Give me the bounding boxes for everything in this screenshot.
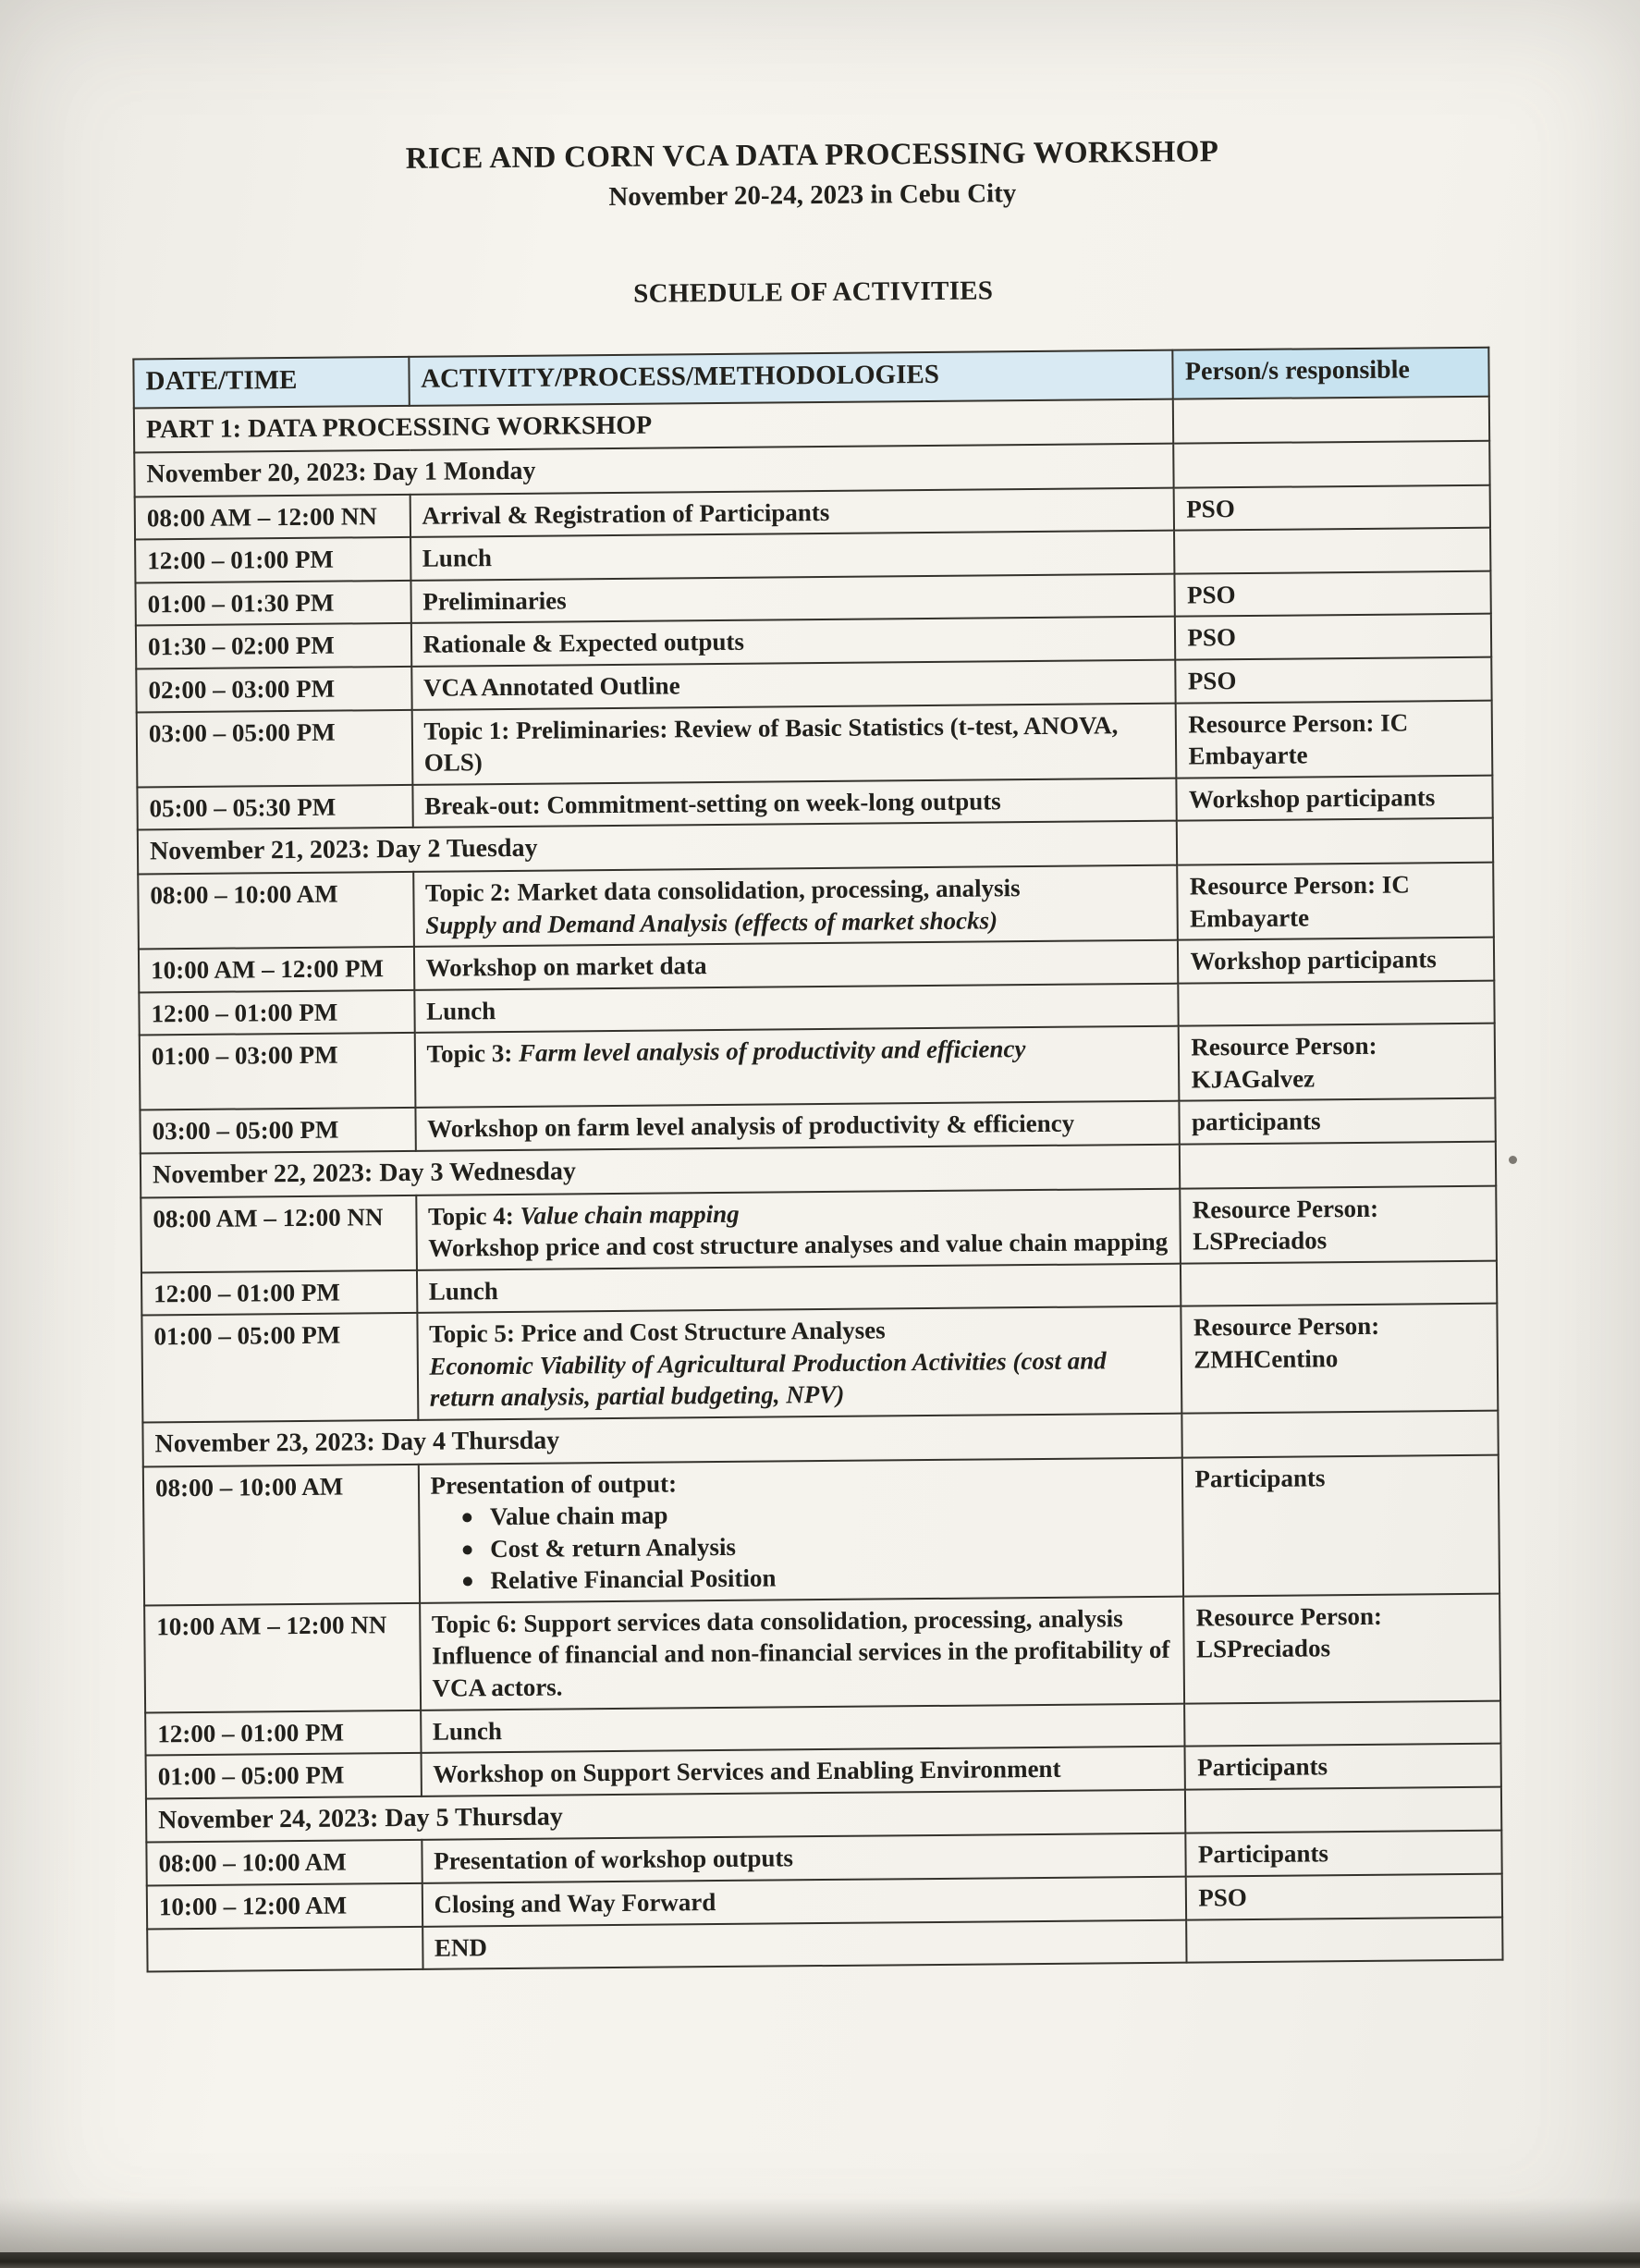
section-label: November 23, 2023: Day 4 Thursday (142, 1414, 1182, 1467)
activity-line (433, 1752, 1173, 1791)
person-cell: PSO (1175, 614, 1491, 660)
activity-line (427, 1107, 1168, 1146)
person-cell (1177, 818, 1493, 865)
time-cell: 01:30 – 02:00 PM (136, 623, 411, 668)
person-cell: PSO (1174, 484, 1490, 531)
activity-cell (422, 1919, 1187, 1969)
activity-line (434, 1925, 1175, 1964)
activity-cell (410, 574, 1175, 624)
activity-line (424, 783, 1165, 822)
person-cell (1181, 1260, 1497, 1306)
bullet-icon (462, 1577, 471, 1587)
scan-edge-bar (0, 2252, 1640, 2268)
document-subtitle: November 20-24, 2023 in Cebu City (608, 178, 1017, 213)
time-cell (147, 1926, 422, 1971)
schedule-table-body (134, 397, 1503, 1972)
schedule-row (144, 1594, 1500, 1712)
time-cell: 12:00 – 01:00 PM (145, 1710, 421, 1755)
header-activity: ACTIVITY/PROCESS/METHODOLOGIES (409, 350, 1173, 406)
schedule-heading: SCHEDULE OF ACTIVITIES (633, 276, 994, 309)
person-cell: PSO (1175, 571, 1491, 618)
section-label: November 24, 2023: Day 5 Thursday (146, 1789, 1186, 1843)
person-cell: Resource Person: ZMHCentino (1181, 1304, 1499, 1414)
person-cell (1185, 1700, 1501, 1747)
time-cell: 01:00 – 01:30 PM (135, 581, 410, 626)
activity-cell (410, 531, 1175, 581)
activity-text: Topic 5: Price and Cost Structure Analyses (429, 1316, 886, 1349)
person-cell: Participants (1185, 1744, 1501, 1790)
person-cell: Resource Person: LSPreciados (1184, 1594, 1501, 1704)
person-cell: Resource Person: IC Embayarte (1178, 863, 1494, 940)
person-cell: PSO (1176, 657, 1492, 704)
time-cell: 08:00 – 10:00 AM (138, 872, 413, 950)
activity-text: Topic 1: Preliminaries: Review of Basic Statistics (t-test, ANOVA, OLS) (423, 710, 1119, 777)
activity-line (432, 1634, 1172, 1704)
person-cell (1174, 441, 1490, 488)
time-cell: 03:00 – 05:00 PM (140, 1108, 415, 1153)
activity-text: Relative Financial Position (490, 1563, 777, 1595)
time-cell: 08:00 – 10:00 AM (146, 1840, 422, 1885)
activity-cell (422, 1833, 1186, 1883)
time-cell: 01:00 – 03:00 PM (140, 1033, 415, 1110)
activity-text: Presentation of workshop outputs (434, 1844, 794, 1876)
activity-text: Closing and Way Forward (434, 1888, 716, 1919)
activity-text: Supply and Demand Analysis (effects of market shocks) (425, 905, 998, 939)
schedule-row (137, 700, 1493, 787)
time-cell: 08:00 AM – 12:00 NN (141, 1195, 416, 1272)
activity-cell (410, 487, 1174, 537)
activity-bullet-line (431, 1559, 1171, 1598)
time-cell: 03:00 – 05:00 PM (137, 709, 412, 787)
activity-text: Topic 4: (427, 1201, 520, 1231)
schedule-row (143, 1454, 1499, 1605)
person-cell (1179, 980, 1495, 1026)
activity-line (434, 1882, 1174, 1921)
time-cell: 01:00 – 05:00 PM (146, 1753, 422, 1798)
activity-text: Workshop on Support Services and Enabling Environment (433, 1754, 1061, 1788)
activity-line (426, 946, 1167, 985)
person-cell (1182, 1411, 1499, 1458)
schedule-table (132, 347, 1503, 1973)
schedule-row (141, 1185, 1497, 1272)
schedule-row (138, 863, 1494, 950)
activity-line (422, 494, 1162, 533)
activity-text: Workshop on farm level analysis of productivity & efficiency (427, 1109, 1075, 1144)
activity-cell (414, 983, 1179, 1033)
activity-cell (422, 1877, 1186, 1927)
activity-text: Value chain mapping (520, 1199, 740, 1230)
activity-text: Lunch (425, 996, 496, 1025)
person-cell: Workshop participants (1178, 938, 1494, 984)
bullet-icon (462, 1514, 471, 1523)
activity-line (428, 1226, 1169, 1265)
time-cell: 01:00 – 05:00 PM (141, 1313, 418, 1422)
time-cell: 08:00 – 10:00 AM (143, 1465, 420, 1606)
activity-cell (414, 1026, 1180, 1108)
activity-line (426, 1032, 1167, 1071)
person-cell: Participants (1186, 1831, 1502, 1877)
activity-cell (421, 1747, 1185, 1796)
activity-text: Rationale & Expected outputs (422, 628, 745, 659)
section-label: PART 1: DATA PROCESSING WORKSHOP (134, 399, 1174, 453)
person-cell: Resource Person: LSPreciados (1181, 1185, 1497, 1263)
activity-text: Arrival & Registration of Participants (422, 497, 830, 530)
activity-cell (417, 1263, 1181, 1313)
time-cell: 12:00 – 01:00 PM (139, 989, 414, 1035)
time-cell: 05:00 – 05:30 PM (137, 784, 412, 829)
document-title: RICE AND CORN VCA DATA PROCESSING WORKSHOP (405, 135, 1219, 176)
activity-text: Topic 3: (426, 1039, 520, 1068)
bullet-icon (462, 1545, 471, 1554)
time-cell: 10:00 – 12:00 AM (147, 1883, 422, 1929)
activity-text: Influence of financial and non-financial services in the profitability of VCA actors. (432, 1636, 1170, 1702)
activity-line (429, 1269, 1169, 1307)
activity-line (423, 622, 1164, 661)
activity-line (423, 708, 1164, 778)
person-cell: Participants (1182, 1454, 1499, 1596)
time-cell: 12:00 – 01:00 PM (141, 1270, 417, 1316)
header-date-time: DATE/TIME (133, 357, 409, 409)
time-cell: 10:00 AM – 12:00 NN (144, 1603, 421, 1712)
activity-text: Cost & return Analysis (490, 1532, 737, 1563)
section-label: November 20, 2023: Day 1 Monday (134, 444, 1174, 497)
person-cell: Resource Person: KJAGalvez (1179, 1024, 1495, 1101)
activity-cell (418, 1457, 1183, 1602)
activity-text: Value chain map (489, 1501, 668, 1531)
person-cell (1173, 397, 1489, 444)
schedule-row (141, 1304, 1498, 1422)
activity-line (429, 1344, 1169, 1415)
activity-text: Topic 6: Support services data consolidation, processing, analysis (431, 1604, 1123, 1638)
activity-text: Break-out: Commitment-setting on week-long outputs (424, 786, 1001, 820)
person-cell (1187, 1917, 1503, 1963)
ink-speck-artifact (1509, 1156, 1517, 1164)
activity-text: Presentation of output: (430, 1469, 678, 1500)
time-cell: 10:00 AM – 12:00 PM (139, 947, 414, 992)
activity-line (425, 902, 1166, 941)
activity-line (434, 1839, 1174, 1878)
section-label: November 21, 2023: Day 2 Tuesday (138, 821, 1178, 875)
activity-text: Workshop price and cost structure analyses and value chain mapping (428, 1227, 1169, 1262)
activity-line (422, 580, 1163, 619)
activity-text: END (434, 1932, 488, 1962)
activity-cell (417, 1306, 1182, 1420)
section-label: November 22, 2023: Day 3 Wednesday (141, 1144, 1181, 1197)
header-person: Person/s responsible (1173, 348, 1489, 399)
person-cell (1180, 1141, 1496, 1188)
scan-bottom-shadow (0, 2198, 1640, 2253)
activity-cell (420, 1597, 1185, 1710)
activity-cell (412, 778, 1177, 828)
activity-cell (421, 1703, 1185, 1753)
activity-text: VCA Annotated Outline (422, 671, 680, 702)
activity-text: Workshop on market data (425, 951, 707, 982)
activity-cell (411, 703, 1177, 784)
activity-text: Preliminaries (422, 586, 567, 616)
activity-cell (411, 660, 1176, 710)
activity-cell (414, 940, 1179, 990)
activity-text: Lunch (428, 1276, 498, 1306)
person-cell: participants (1180, 1098, 1496, 1145)
activity-line (423, 666, 1164, 705)
person-cell: PSO (1186, 1874, 1502, 1920)
activity-cell (416, 1188, 1181, 1269)
activity-text: Economic Viability of Agricultural Production Activities (cost and return analysis, partial budgeting, NPV) (429, 1346, 1107, 1413)
activity-text: Lunch (422, 544, 493, 573)
time-cell: 12:00 – 01:00 PM (135, 537, 410, 582)
activity-line (422, 536, 1163, 575)
activity-text: Farm level analysis of productivity and efficiency (518, 1035, 1026, 1068)
activity-line (433, 1709, 1173, 1747)
schedule-row (140, 1024, 1496, 1110)
activity-text: Lunch (432, 1716, 503, 1746)
person-cell: Resource Person: IC Embayarte (1176, 700, 1492, 778)
person-cell (1185, 1786, 1501, 1833)
activity-cell (410, 617, 1175, 667)
activity-line (426, 988, 1167, 1027)
activity-cell (413, 865, 1179, 947)
time-cell: 02:00 – 03:00 PM (136, 667, 411, 712)
title-block (130, 133, 1494, 217)
time-cell: 08:00 AM – 12:00 NN (135, 495, 410, 540)
activity-cell (415, 1101, 1180, 1151)
person-cell (1174, 528, 1490, 574)
person-cell: Workshop participants (1177, 775, 1493, 821)
activity-text: Topic 2: Market data consolidation, processing, analysis (424, 874, 1021, 907)
